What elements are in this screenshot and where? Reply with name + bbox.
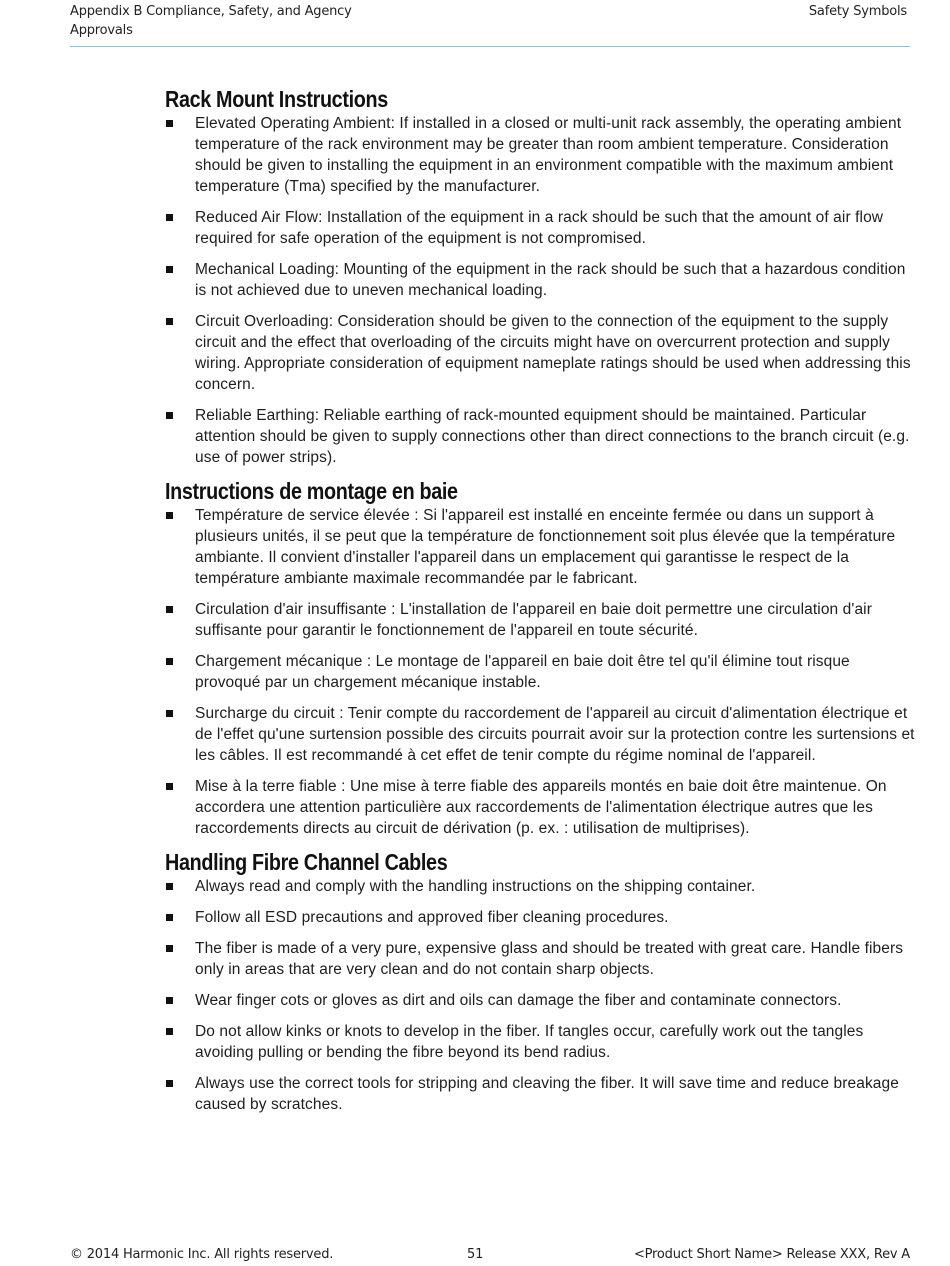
square-bullet-icon bbox=[166, 997, 173, 1004]
square-bullet-icon bbox=[166, 914, 173, 921]
list-item bbox=[165, 207, 915, 249]
square-bullet-icon bbox=[166, 318, 173, 325]
list-item-text: Mechanical Loading: Mounting of the equipment in the rack should be such that a hazardous condition is not achieved due to uneven mechanical loading. bbox=[195, 261, 906, 299]
square-bullet-icon bbox=[166, 512, 173, 519]
list-item-text: Always use the correct tools for stripping and cleaving the fiber. It will save time and reduce breakage caused by scratches. bbox=[195, 1075, 899, 1113]
list-item bbox=[165, 259, 915, 301]
list-item bbox=[165, 405, 915, 468]
square-bullet-icon bbox=[166, 1028, 173, 1035]
list-item bbox=[165, 876, 915, 897]
square-bullet-icon bbox=[166, 945, 173, 952]
page-number: 51 bbox=[467, 1247, 484, 1262]
bullet-list-rack-mount bbox=[165, 113, 915, 468]
square-bullet-icon bbox=[166, 214, 173, 221]
product-release: <Product Short Name> Release XXX, Rev A bbox=[633, 1247, 910, 1262]
list-item-text: Chargement mécanique : Le montage de l'appareil en baie doit être tel qu'il élimine tout risque provoqué par un chargement mécanique instable. bbox=[195, 653, 850, 691]
list-item-text: Elevated Operating Ambient: If installed in a closed or multi-unit rack assembly, the operating ambient temperature of the rack environment may be greater than room ambient temperature. Consideration should be given to installing the equipment in an environment compatible with the maximum ambient temperature (Tma) specified by the manufacturer. bbox=[195, 115, 902, 195]
square-bullet-icon bbox=[166, 883, 173, 890]
section-heading-montage-en-baie: Instructions de montage en baie bbox=[165, 478, 458, 504]
section-heading-fibre-channel: Handling Fibre Channel Cables bbox=[165, 849, 448, 875]
page-header bbox=[70, 2, 910, 47]
list-item-text: Do not allow kinks or knots to develop in the fiber. If tangles occur, carefully work out the tangles avoiding pulling or bending the fibre beyond its bend radius. bbox=[195, 1023, 864, 1061]
list-item bbox=[165, 505, 915, 589]
bullet-list-montage-en-baie bbox=[165, 505, 915, 839]
square-bullet-icon bbox=[166, 606, 173, 613]
square-bullet-icon bbox=[166, 412, 173, 419]
list-item bbox=[165, 311, 915, 395]
list-item-text: Follow all ESD precautions and approved fiber cleaning procedures. bbox=[195, 909, 669, 926]
list-item bbox=[165, 990, 915, 1011]
list-item bbox=[165, 1021, 915, 1063]
square-bullet-icon bbox=[166, 1080, 173, 1087]
copyright-notice: © 2014 Harmonic Inc. All rights reserved. bbox=[70, 1247, 334, 1262]
list-item bbox=[165, 938, 915, 980]
list-item bbox=[165, 703, 915, 766]
page-footer bbox=[70, 1245, 910, 1265]
square-bullet-icon bbox=[166, 710, 173, 717]
main-content bbox=[165, 86, 915, 1125]
section-running-title: Safety Symbols bbox=[808, 4, 907, 19]
list-item bbox=[165, 776, 915, 839]
list-item bbox=[165, 1073, 915, 1115]
list-item-text: Circuit Overloading: Consideration should be given to the connection of the equipment to the supply circuit and the effect that overloading of the circuits might have on overcurrent protection and supply wiring. Appropriate consideration of equipment nameplate ratings should be used when addressing this concern. bbox=[195, 313, 911, 393]
list-item-text: Surcharge du circuit : Tenir compte du raccordement de l'appareil au circuit d'alimentation électrique et de l'effet qu'une surtension possible des circuits pourrait avoir sur la protection contre les surtensions et les câbles. Il est recommandé à cet effet de tenir compte du régime nominal de l'appareil. bbox=[195, 705, 915, 764]
list-item-text: Température de service élevée : Si l'appareil est installé en enceinte fermée ou dans un support à plusieurs unités, il se peut que la température de fonctionnement soit plus élevée que la température ambiante. Il convient d'installer l'appareil dans un emplacement qui garantisse le respect de la température ambiante maximale recommandée par le fabricant. bbox=[195, 507, 896, 587]
square-bullet-icon bbox=[166, 266, 173, 273]
square-bullet-icon bbox=[166, 120, 173, 127]
list-item bbox=[165, 599, 915, 641]
chapter-title: Appendix B Compliance, Safety, and Agency Approvals bbox=[70, 4, 352, 38]
list-item-text: Always read and comply with the handling instructions on the shipping container. bbox=[195, 878, 756, 895]
list-item-text: Mise à la terre fiable : Une mise à terre fiable des appareils montés en baie doit être maintenue. On accordera une attention particulière aux raccordements de l'alimentation électrique autres que les raccordements directs au circuit de dérivation (p. ex. : utilisation de multiprises). bbox=[195, 778, 887, 837]
list-item-text: Wear finger cots or gloves as dirt and oils can damage the fiber and contaminate connectors. bbox=[195, 992, 842, 1009]
bullet-list-fibre-channel bbox=[165, 876, 915, 1115]
section-heading-rack-mount: Rack Mount Instructions bbox=[165, 86, 388, 112]
list-item-text: Circulation d'air insuffisante : L'installation de l'appareil en baie doit permettre une circulation d'air suffisante pour garantir le fonctionnement de l'appareil en toute sécurité. bbox=[195, 601, 872, 639]
list-item-text: Reduced Air Flow: Installation of the equipment in a rack should be such that the amount of air flow required for safe operation of the equipment is not compromised. bbox=[195, 209, 884, 247]
square-bullet-icon bbox=[166, 658, 173, 665]
square-bullet-icon bbox=[166, 783, 173, 790]
list-item-text: The fiber is made of a very pure, expensive glass and should be treated with great care. Handle fibers only in areas that are very clean and do not contain sharp objects. bbox=[195, 940, 904, 978]
list-item-text: Reliable Earthing: Reliable earthing of rack-mounted equipment should be maintained. Particular attention should be given to supply connections other than direct connections to the branch circuit (e.g. use of power strips). bbox=[195, 407, 910, 466]
list-item bbox=[165, 907, 915, 928]
list-item bbox=[165, 113, 915, 197]
list-item bbox=[165, 651, 915, 693]
